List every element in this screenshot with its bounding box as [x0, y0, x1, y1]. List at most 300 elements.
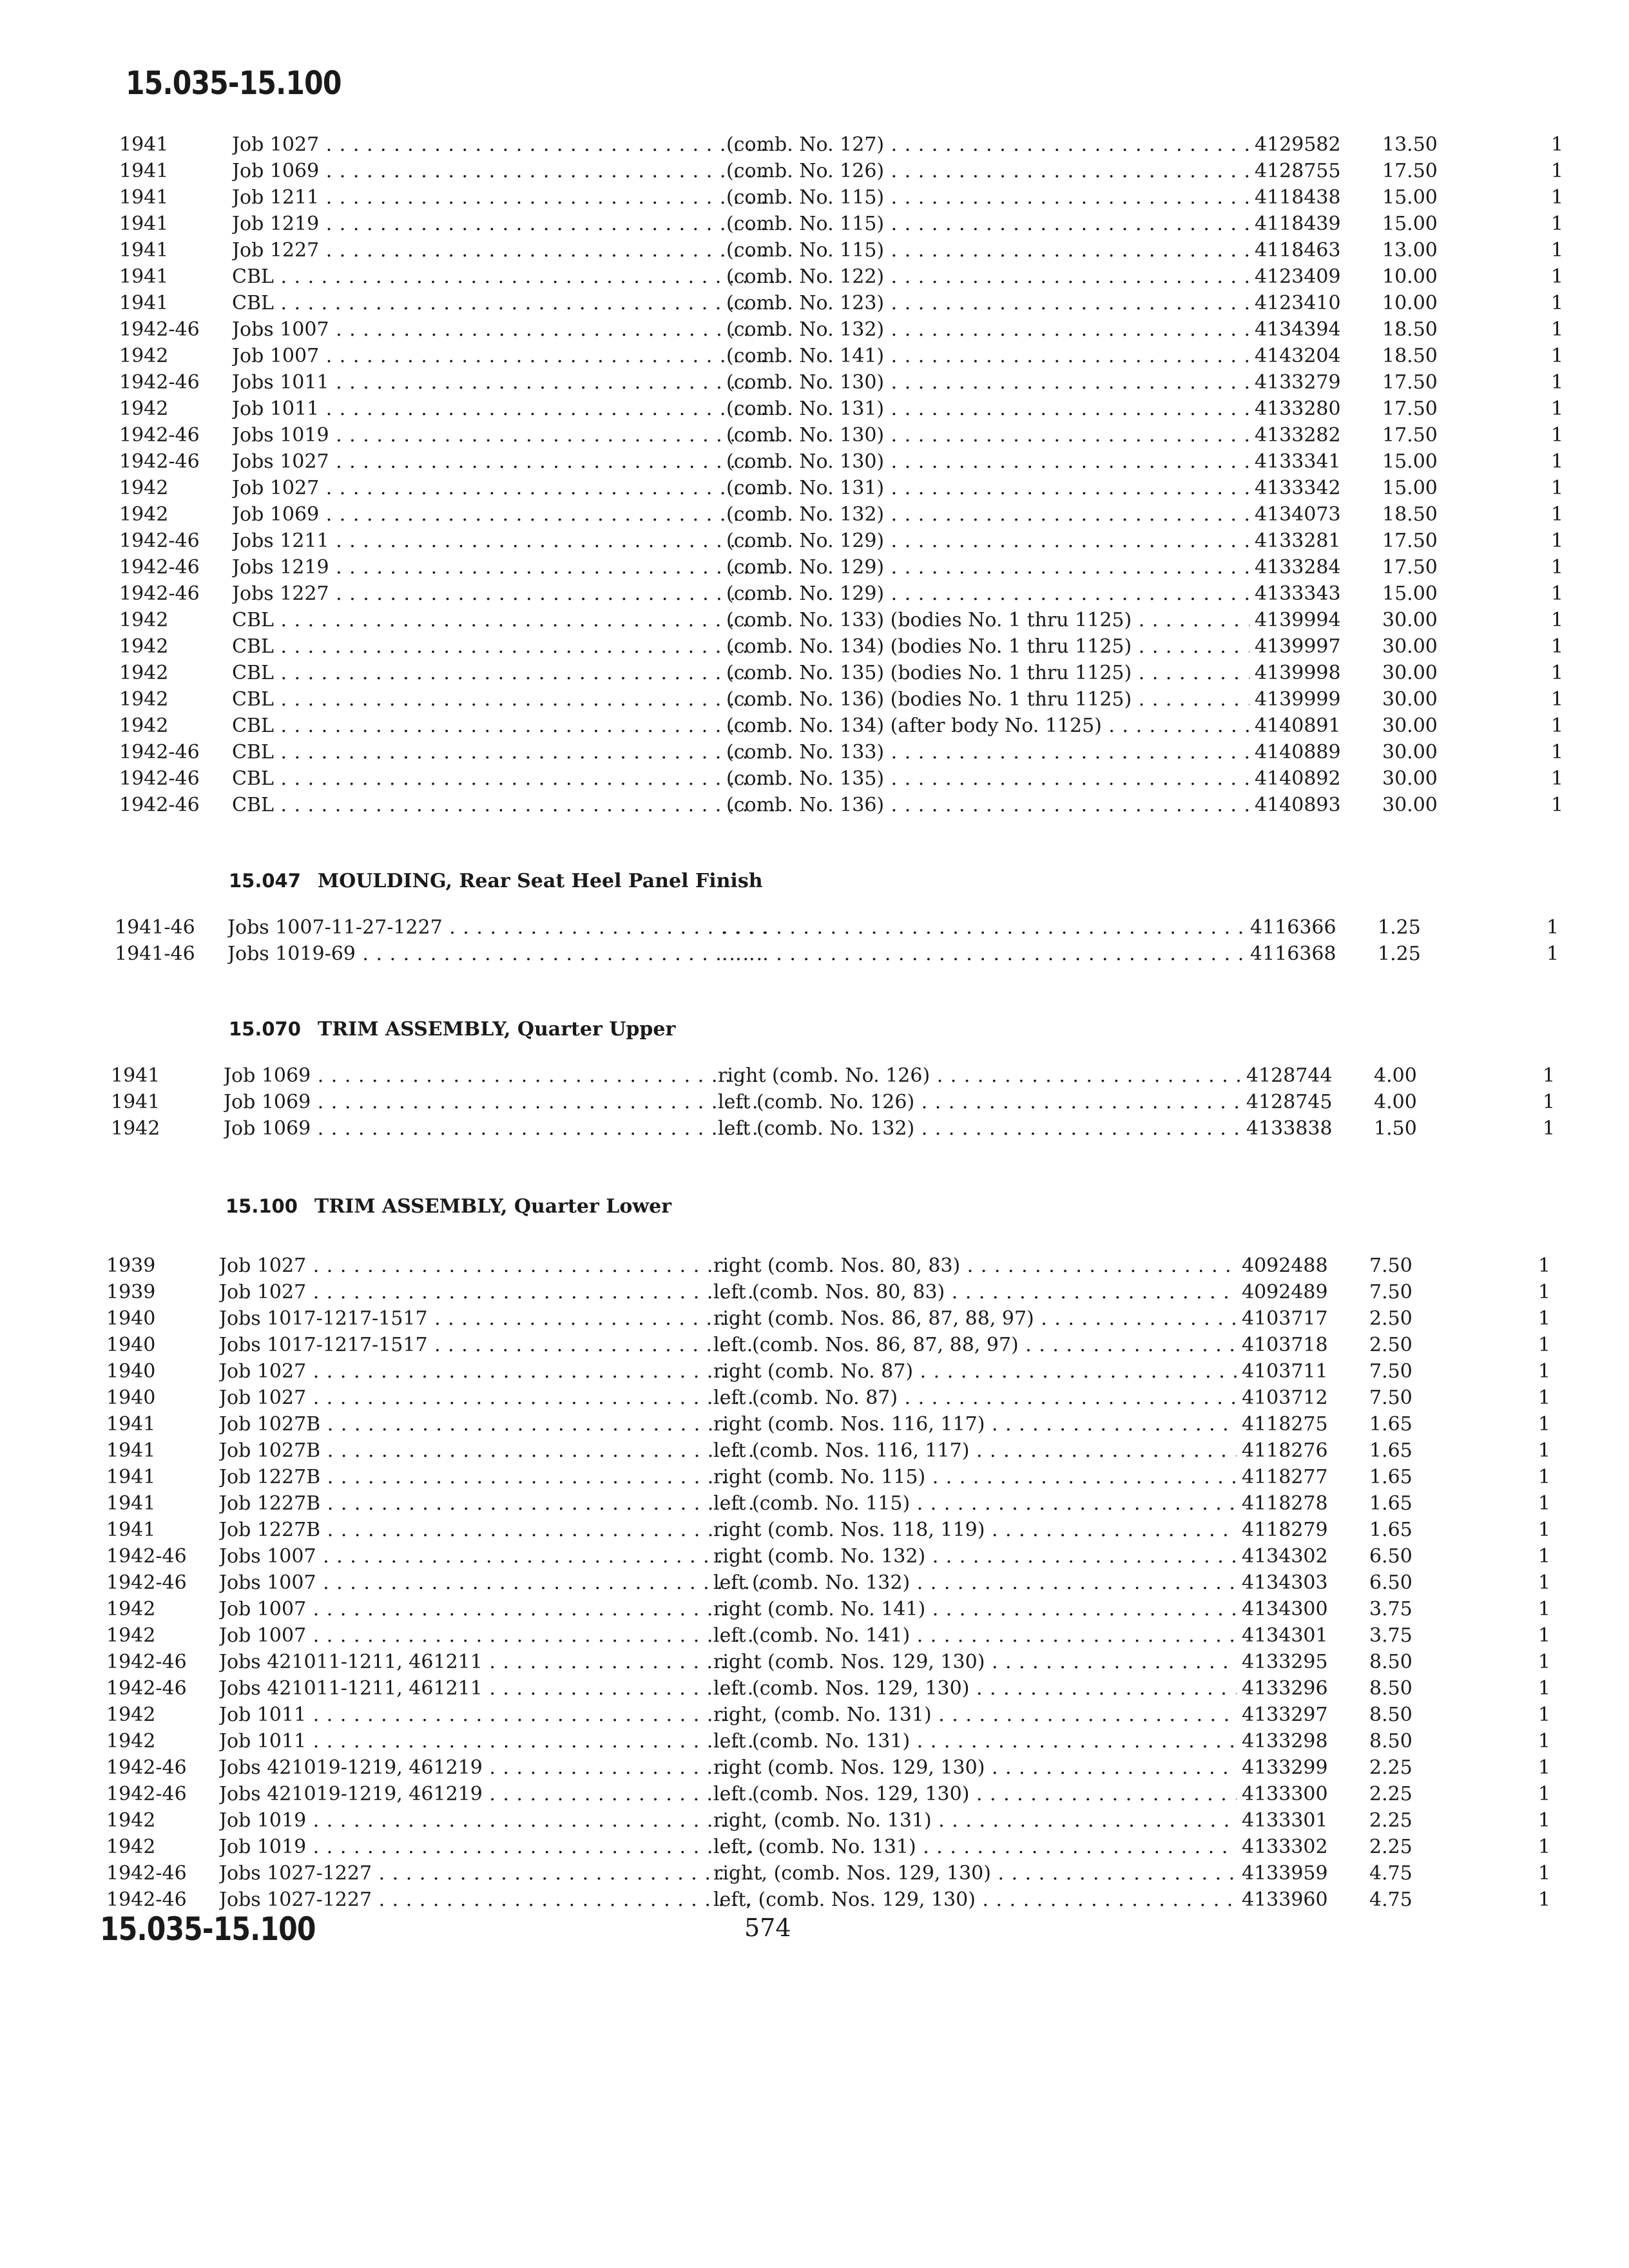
cell-partno: 4118278 [1242, 1492, 1328, 1515]
cell-price: 15.00 [1382, 213, 1438, 235]
cell-partno: 4134302 [1242, 1545, 1328, 1568]
cell-price: 30.00 [1382, 688, 1438, 711]
cell-qty: 1 [1547, 916, 1559, 939]
cell-qty: 1 [1551, 424, 1564, 447]
cell-year: 1942-46 [119, 530, 200, 552]
table-row [119, 502, 1629, 528]
cell-qty: 1 [1551, 635, 1564, 658]
page-number: 574 [744, 1914, 791, 1942]
cell-partno: 4139998 [1255, 662, 1341, 684]
cell-model: Job 1069 . . . [224, 1066, 766, 1086]
cell-desc: (comb. No. 132) . . . [726, 505, 1249, 525]
cell-qty: 1 [1551, 133, 1564, 156]
table-row [119, 159, 1629, 185]
cell-price: 10.00 [1382, 265, 1438, 288]
cell-year: 1941 [119, 160, 169, 182]
cell-model: Job 1211 . . . [232, 187, 775, 208]
cell-qty: 1 [1551, 398, 1564, 420]
cell-year: 1942-46 [119, 371, 200, 394]
cell-desc: (comb. No. 115) . . . [726, 187, 1249, 208]
cell-qty: 1 [1551, 186, 1564, 209]
cell-desc: right, (comb. No. 131) . . . [713, 1705, 1237, 1725]
cell-model: CBL . . . [232, 267, 775, 287]
cell-model: Job 1069 . . . [224, 1092, 766, 1113]
cell-desc: (comb. No. 135) . . . [726, 769, 1249, 789]
cell-qty: 1 [1538, 1466, 1551, 1488]
cell-desc: (comb. No. 115) . . . [726, 214, 1249, 235]
cell-qty: 1 [1551, 688, 1564, 711]
table-row [119, 793, 1629, 819]
cell-qty: 1 [1538, 1439, 1551, 1462]
cell-partno: 4133280 [1255, 398, 1341, 420]
cell-model: Job 1011 . . . [232, 399, 775, 419]
cell-model: Jobs 421019-1219, 461219 . . . [219, 1784, 762, 1805]
cell-year: 1941 [119, 265, 169, 288]
cell-desc: (comb. No. 127) . . . [726, 135, 1249, 155]
cell-model: Job 1227B . . . [219, 1467, 762, 1488]
cell-partno: 4133300 [1242, 1783, 1328, 1805]
cell-year: 1942-46 [106, 1888, 187, 1911]
cell-year: 1940 [106, 1334, 156, 1356]
cell-price: 8.50 [1369, 1651, 1412, 1673]
cell-price: 17.50 [1382, 160, 1438, 182]
cell-model: Job 1227B . . . [219, 1520, 762, 1541]
table-row [106, 1359, 1629, 1385]
cell-desc: (comb. No. 130) . . . [726, 372, 1249, 393]
cell-desc: left (comb. No. 132) . . . [713, 1573, 1237, 1593]
table-row [106, 1465, 1629, 1491]
section-heading [226, 1195, 671, 1227]
cell-desc: (comb. No. 134) (after body No. 1125) . . . [726, 716, 1249, 736]
table-row [119, 211, 1629, 238]
table-row [106, 1834, 1629, 1861]
cell-partno: 4092488 [1242, 1254, 1328, 1277]
table-row [119, 291, 1629, 317]
cell-year: 1941 [119, 239, 169, 262]
cell-year: 1940 [106, 1307, 156, 1330]
cell-qty: 1 [1538, 1888, 1551, 1911]
cell-partno: 4118439 [1255, 213, 1341, 235]
table-row [106, 1385, 1629, 1412]
cell-price: 10.00 [1382, 292, 1438, 314]
cell-qty: 1 [1551, 609, 1564, 631]
cell-desc: left (comb. No. 126) . . . [718, 1092, 1241, 1113]
cell-year: 1939 [106, 1254, 156, 1277]
table-row [106, 1491, 1629, 1517]
cell-partno: 4129582 [1255, 133, 1341, 156]
cell-model: CBL . . . [232, 663, 775, 684]
cell-qty: 1 [1551, 371, 1564, 394]
table-row [106, 1755, 1629, 1782]
cell-partno: 4140893 [1255, 794, 1341, 816]
cell-model: Job 1069 . . . [232, 161, 775, 182]
cell-year: 1941 [119, 133, 169, 156]
cell-desc: (comb. No. 132) . . . [726, 320, 1249, 340]
table-row [106, 1280, 1629, 1306]
cell-desc: (comb. No. 129) . . . [726, 557, 1249, 578]
cell-model: Jobs 1007 . . . [219, 1546, 762, 1567]
cell-model: Jobs 1027 . . . [232, 452, 775, 472]
cell-partno: 4118463 [1255, 239, 1341, 262]
table-row [106, 1597, 1629, 1623]
cell-model: Job 1027 . . . [232, 135, 775, 155]
cell-model: Jobs 421011-1211, 461211 . . . [219, 1678, 762, 1699]
cell-price: 1.65 [1369, 1519, 1412, 1541]
cell-desc: left (comb. Nos. 116, 117) . . . [713, 1441, 1237, 1461]
cell-desc: left (comb. No. 132) . . . [718, 1119, 1241, 1139]
cell-year: 1941-46 [115, 943, 195, 965]
cell-partno: 4103711 [1242, 1360, 1328, 1383]
cell-year: 1941 [106, 1466, 156, 1488]
cell-model: Job 1069 . . . [224, 1119, 766, 1139]
table-row [119, 713, 1629, 740]
cell-price: 8.50 [1369, 1704, 1412, 1726]
section-title: TRIM ASSEMBLY, Quarter Lower [314, 1195, 672, 1218]
cell-model: Jobs 421019-1219, 461219 . . . [219, 1758, 762, 1778]
cell-qty: 1 [1551, 582, 1564, 605]
cell-price: 1.65 [1369, 1413, 1412, 1436]
cell-year: 1942-46 [106, 1862, 187, 1885]
cell-qty: 1 [1551, 345, 1564, 367]
cell-qty: 1 [1551, 556, 1564, 579]
table-row [106, 1306, 1629, 1332]
cell-partno: 4133342 [1255, 477, 1341, 499]
cell-desc: right, (comb. No. 131) . . . [713, 1811, 1237, 1831]
cell-partno: 4128744 [1246, 1064, 1333, 1087]
cell-desc: (comb. No. 136) (bodies No. 1 thru 1125) . . . [726, 689, 1249, 710]
cell-model: Jobs 1017-1217-1517 . . . [219, 1309, 762, 1329]
cell-partno: 4116366 [1250, 916, 1336, 939]
parts-list [119, 132, 1629, 819]
cell-qty: 1 [1538, 1254, 1551, 1277]
cell-desc: (comb. No. 126) . . . [726, 161, 1249, 182]
cell-price: 15.00 [1382, 186, 1438, 209]
cell-partno: 4133298 [1242, 1730, 1328, 1753]
cell-qty: 1 [1538, 1360, 1551, 1383]
cell-year: 1942-46 [119, 450, 200, 473]
cell-partno: 4118276 [1242, 1439, 1328, 1462]
cell-qty: 1 [1551, 662, 1564, 684]
cell-partno: 4140892 [1255, 767, 1341, 790]
cell-price: 6.50 [1369, 1571, 1412, 1594]
page-footer-range: 15.035-15.100 [100, 1910, 316, 1948]
cell-model: Job 1011 . . . [219, 1731, 762, 1752]
cell-year: 1941 [111, 1091, 160, 1113]
table-row [119, 555, 1629, 581]
cell-partno: 4123410 [1255, 292, 1341, 314]
cell-year: 1942 [119, 345, 169, 367]
cell-qty: 1 [1551, 239, 1564, 262]
cell-partno: 4118275 [1242, 1413, 1328, 1436]
cell-partno: 4133341 [1255, 450, 1341, 473]
cell-price: 4.75 [1369, 1862, 1412, 1885]
cell-qty: 1 [1551, 767, 1564, 790]
cell-partno: 4133959 [1242, 1862, 1328, 1885]
cell-year: 1942 [119, 503, 169, 526]
table-row [119, 423, 1629, 449]
cell-desc: (comb. No. 131) . . . [726, 478, 1249, 499]
cell-model: Job 1019 . . . [219, 1837, 762, 1858]
cell-qty: 1 [1538, 1783, 1551, 1805]
cell-year: 1942 [106, 1704, 156, 1726]
cell-partno: 4123409 [1255, 265, 1341, 288]
cell-price: 17.50 [1382, 556, 1438, 579]
cell-desc: left (comb. No. 115) . . . [713, 1494, 1237, 1514]
cell-qty: 1 [1551, 213, 1564, 235]
cell-partno: 4134300 [1242, 1598, 1328, 1620]
cell-desc: left (comb. No. 131) . . . [713, 1731, 1237, 1752]
cell-qty: 1 [1538, 1571, 1551, 1594]
cell-year: 1942 [106, 1836, 156, 1858]
cell-partno: 4140891 [1255, 715, 1341, 737]
cell-model: Jobs 1007-11-27-1227 . . . [227, 918, 770, 938]
cell-qty: 1 [1538, 1519, 1551, 1541]
cell-price: 1.25 [1378, 916, 1421, 939]
cell-year: 1941 [119, 292, 169, 314]
cell-qty: 1 [1543, 1064, 1556, 1087]
cell-price: 13.00 [1382, 239, 1438, 262]
cell-price: 4.75 [1369, 1888, 1412, 1911]
cell-desc: right, (comb. Nos. 129, 130) . . . [713, 1863, 1237, 1884]
cell-price: 30.00 [1382, 609, 1438, 631]
table-row [119, 528, 1629, 555]
cell-desc [722, 918, 1245, 938]
cell-desc: left, (comb. No. 131) . . . [713, 1837, 1237, 1858]
cell-model: CBL . . . [232, 716, 775, 736]
cell-price: 30.00 [1382, 794, 1438, 816]
table-row [106, 1887, 1629, 1914]
cell-model: Job 1227 . . . [232, 240, 775, 261]
cell-year: 1942 [119, 609, 169, 631]
cell-qty: 1 [1538, 1387, 1551, 1409]
cell-price: 7.50 [1369, 1281, 1412, 1303]
cell-partno: 4103712 [1242, 1387, 1328, 1409]
table-row [106, 1412, 1629, 1438]
cell-model: Job 1007 . . . [232, 346, 775, 367]
cell-model: Jobs 1219 . . . [232, 557, 775, 578]
cell-partno: 4118277 [1242, 1466, 1328, 1488]
cell-price: 2.25 [1369, 1756, 1412, 1779]
cell-model: Jobs 421011-1211, 461211 . . . [219, 1652, 762, 1673]
cell-partno: 4134303 [1242, 1571, 1328, 1594]
cell-desc: (comb. No. 131) . . . [726, 399, 1249, 419]
cell-qty: 1 [1551, 292, 1564, 314]
table-row [106, 1332, 1629, 1359]
cell-desc: (comb. No. 122) . . . [726, 267, 1249, 287]
cell-partno: 4134301 [1242, 1624, 1328, 1647]
cell-year: 1942-46 [119, 424, 200, 447]
cell-desc: (comb. No. 134) (bodies No. 1 thru 1125) . . . [726, 637, 1249, 657]
table-row [119, 766, 1629, 793]
cell-partno: 4133343 [1255, 582, 1341, 605]
cell-model: CBL . . . [232, 742, 775, 763]
cell-qty: 1 [1543, 1117, 1556, 1140]
cell-price: 15.00 [1382, 450, 1438, 473]
cell-desc: (comb. No. 136) . . . [726, 795, 1249, 816]
cell-qty: 1 [1551, 794, 1564, 816]
cell-desc: left (comb. Nos. 86, 87, 88, 97) . . . [713, 1335, 1237, 1356]
cell-partno: 4133302 [1242, 1836, 1328, 1858]
cell-qty: 1 [1551, 450, 1564, 473]
cell-price: 4.00 [1374, 1064, 1417, 1087]
cell-year: 1942 [106, 1598, 156, 1620]
cell-qty: 1 [1538, 1862, 1551, 1885]
cell-qty: 1 [1538, 1492, 1551, 1515]
cell-model: Jobs 1019-69 . . . [227, 944, 770, 965]
cell-model: Job 1027 . . . [219, 1388, 762, 1408]
cell-year: 1942-46 [106, 1651, 187, 1673]
cell-desc: left (comb. No. 141) . . . [713, 1626, 1237, 1646]
cell-year: 1942-46 [119, 767, 200, 790]
cell-year: 1942 [119, 662, 169, 684]
cell-price: 7.50 [1369, 1387, 1412, 1409]
table-row [119, 317, 1629, 343]
cell-model: Job 1019 . . . [219, 1811, 762, 1831]
cell-desc: (comb. No. 135) (bodies No. 1 thru 1125) . . . [726, 663, 1249, 684]
cell-price: 8.50 [1369, 1677, 1412, 1700]
cell-model: Job 1011 . . . [219, 1705, 762, 1725]
cell-desc: (comb. No. 130) . . . [726, 452, 1249, 472]
section-title: MOULDING, Rear Seat Heel Panel Finish [317, 870, 763, 892]
cell-price: 30.00 [1382, 741, 1438, 764]
cell-year: 1942-46 [119, 318, 200, 341]
cell-desc: left, (comb. Nos. 129, 130) . . . [713, 1890, 1237, 1910]
cell-model: CBL . . . [232, 637, 775, 657]
cell-model: CBL . . . [232, 769, 775, 789]
cell-desc: left (comb. Nos. 129, 130) . . . [713, 1678, 1237, 1699]
section-code: 15.100 [226, 1195, 298, 1217]
cell-qty: 1 [1543, 1091, 1556, 1113]
table-row [119, 634, 1629, 660]
cell-year: 1942 [106, 1624, 156, 1647]
cell-qty: 1 [1538, 1704, 1551, 1726]
parts-list [111, 1063, 1629, 1142]
table-row [119, 608, 1629, 634]
cell-price: 8.50 [1369, 1730, 1412, 1753]
cell-partno: 4128755 [1255, 160, 1341, 182]
cell-model: CBL . . . [232, 610, 775, 631]
cell-year: 1942 [106, 1809, 156, 1832]
cell-model: Job 1027 . . . [219, 1282, 762, 1303]
cell-model: CBL . . . [232, 795, 775, 816]
cell-partno: 4133281 [1255, 530, 1341, 552]
cell-price: 1.50 [1374, 1117, 1417, 1140]
cell-desc: left (comb. No. 87) . . . [713, 1388, 1237, 1408]
table-row [119, 687, 1629, 713]
table-row [106, 1729, 1629, 1755]
cell-year: 1941 [106, 1519, 156, 1541]
cell-desc: (comb. No. 115) . . . [726, 240, 1249, 261]
cell-partno: 4133279 [1255, 371, 1341, 394]
cell-price: 17.50 [1382, 424, 1438, 447]
cell-model: Job 1027B . . . [219, 1414, 762, 1435]
table-row [106, 1438, 1629, 1465]
cell-qty: 1 [1538, 1756, 1551, 1779]
cell-partno: 4133301 [1242, 1809, 1328, 1832]
cell-model: Job 1007 . . . [219, 1626, 762, 1646]
cell-model: CBL . . . [232, 293, 775, 314]
table-row [115, 915, 1629, 941]
cell-year: 1942 [111, 1117, 160, 1140]
cell-model: Job 1069 . . . [232, 505, 775, 525]
cell-year: 1942-46 [119, 741, 200, 764]
cell-desc: (comb. No. 123) . . . [726, 293, 1249, 314]
cell-price: 30.00 [1382, 715, 1438, 737]
cell-qty: 1 [1551, 160, 1564, 182]
cell-partno: 4139997 [1255, 635, 1341, 658]
cell-desc: right (comb. No. 115) . . . [713, 1467, 1237, 1488]
cell-price: 1.65 [1369, 1492, 1412, 1515]
cell-year: 1941 [111, 1064, 160, 1087]
cell-partno: 4092489 [1242, 1281, 1328, 1303]
table-row [119, 396, 1629, 423]
cell-model: Job 1007 . . . [219, 1599, 762, 1620]
cell-model: Job 1027 . . . [219, 1361, 762, 1382]
section-title: TRIM ASSEMBLY, Quarter Upper [317, 1018, 676, 1041]
cell-desc: (comb. No. 130) . . . [726, 425, 1249, 446]
cell-qty: 1 [1538, 1334, 1551, 1356]
table-row [119, 476, 1629, 502]
cell-price: 2.50 [1369, 1334, 1412, 1356]
cell-desc: right (comb. No. 141) . . . [713, 1599, 1237, 1620]
cell-partno: 4133838 [1246, 1117, 1333, 1140]
cell-price: 17.50 [1382, 398, 1438, 420]
table-row [106, 1253, 1629, 1280]
cell-model: Jobs 1027-1227 . . . [219, 1890, 762, 1910]
cell-price: 2.25 [1369, 1783, 1412, 1805]
cell-partno: 4103717 [1242, 1307, 1328, 1330]
cell-price: 1.25 [1378, 943, 1421, 965]
cell-partno: 4133284 [1255, 556, 1341, 579]
table-row [115, 941, 1629, 968]
cell-year: 1941 [119, 213, 169, 235]
cell-desc: right (comb. Nos. 129, 130) . . . [713, 1758, 1237, 1778]
cell-partno: 4133960 [1242, 1888, 1328, 1911]
cell-desc: right (comb. No. 132) . . . [713, 1546, 1237, 1567]
cell-price: 15.00 [1382, 477, 1438, 499]
cell-price: 3.75 [1369, 1624, 1412, 1647]
cell-year: 1941 [119, 186, 169, 209]
cell-price: 18.50 [1382, 345, 1438, 367]
table-row [119, 449, 1629, 476]
cell-year: 1942 [119, 398, 169, 420]
table-row [119, 740, 1629, 766]
cell-qty: 1 [1551, 503, 1564, 526]
cell-year: 1940 [106, 1387, 156, 1409]
table-row [106, 1861, 1629, 1887]
cell-model: Job 1027 . . . [232, 478, 775, 499]
cell-year: 1942-46 [106, 1571, 187, 1594]
table-row [119, 660, 1629, 687]
cell-desc: right (comb. No. 87) . . . [713, 1361, 1237, 1382]
cell-price: 6.50 [1369, 1545, 1412, 1568]
section-code: 15.047 [229, 870, 301, 892]
cell-partno: 4134394 [1255, 318, 1341, 341]
cell-model: Jobs 1227 . . . [232, 584, 775, 604]
cell-year: 1942-46 [106, 1677, 187, 1700]
cell-year: 1942 [119, 477, 169, 499]
table-row [106, 1544, 1629, 1570]
cell-partno: 4116368 [1250, 943, 1336, 965]
cell-price: 7.50 [1369, 1360, 1412, 1383]
cell-partno: 4133297 [1242, 1704, 1328, 1726]
table-row [111, 1090, 1629, 1116]
table-row [119, 238, 1629, 264]
cell-desc: (comb. No. 133) . . . [726, 742, 1249, 763]
cell-model: Job 1027 . . . [219, 1256, 762, 1276]
cell-desc: right (comb. Nos. 118, 119) . . . [713, 1520, 1237, 1541]
cell-year: 1942 [119, 688, 169, 711]
